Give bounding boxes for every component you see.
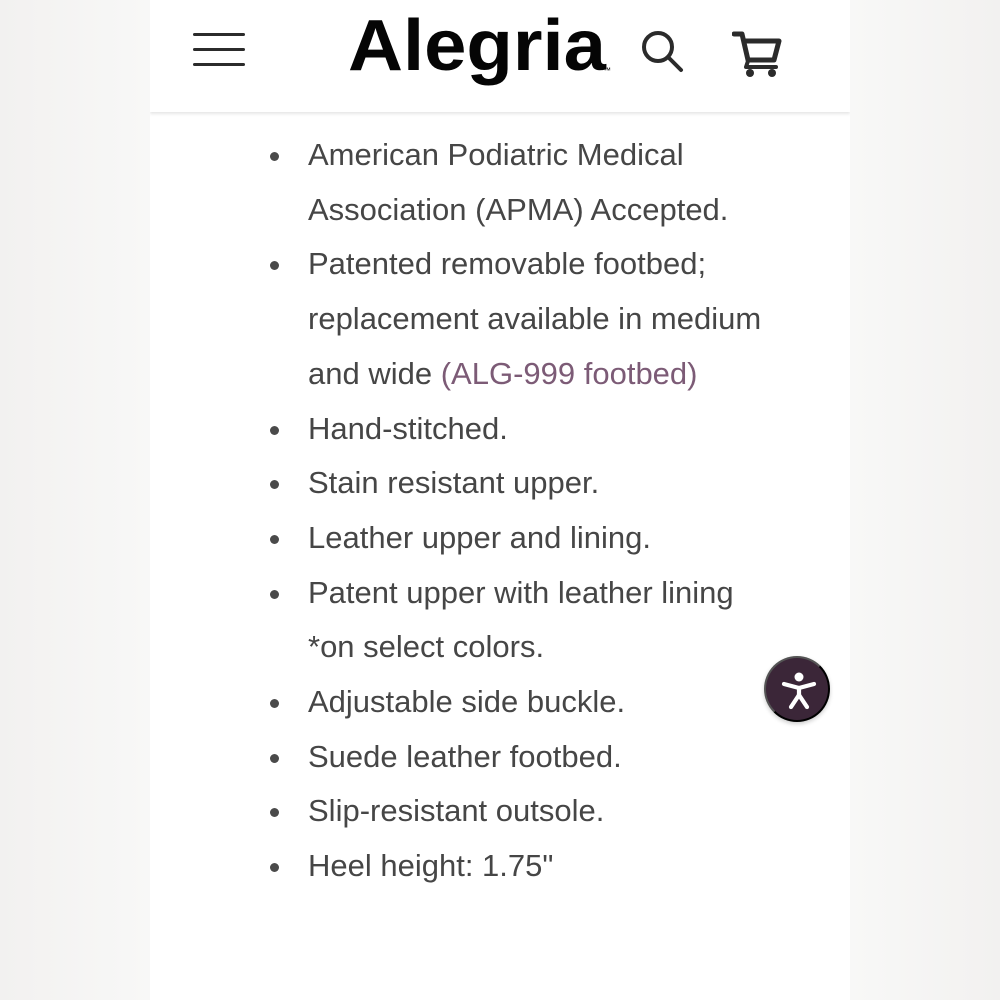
feature-suede-footbed: Suede leather footbed. (308, 730, 778, 785)
product-features-content (150, 128, 850, 894)
product-features-list (150, 128, 778, 894)
svg-text:Alegria: Alegria (348, 6, 608, 86)
feature-hand-stitched: Hand-stitched. (308, 402, 778, 457)
svg-text:™: ™ (603, 66, 611, 75)
feature-patent-upper: Patent upper with leather lining *on select colors. (308, 566, 778, 675)
cart-icon[interactable] (732, 27, 782, 79)
alegria-logo[interactable] (348, 2, 618, 92)
feature-heel-height: Heel height: 1.75" (308, 839, 778, 894)
menu-button[interactable] (193, 31, 247, 71)
mobile-page (150, 0, 850, 1000)
hamburger-menu-icon-line (193, 63, 245, 66)
feature-side-buckle: Adjustable side buckle. (308, 675, 778, 730)
alg-999-footbed-link[interactable]: (ALG-999 footbed) (440, 355, 698, 391)
hamburger-menu-icon-line (193, 48, 245, 51)
feature-apma: American Podiatric Medical Association (APMA) Accepted. (308, 128, 778, 237)
feature-leather-upper: Leather upper and lining. (308, 511, 778, 566)
search-icon[interactable] (638, 28, 686, 76)
feature-removable-footbed: Patented removable footbed; replacement available in medium and wide (ALG-999 footbed) (308, 237, 778, 401)
hamburger-menu-icon (193, 33, 245, 36)
feature-stain-resistant: Stain resistant upper. (308, 456, 778, 511)
feature-slip-resistant: Slip-resistant outsole. (308, 784, 778, 839)
site-header (150, 0, 850, 112)
accessibility-button[interactable] (764, 656, 830, 722)
accessibility-person-icon (779, 671, 819, 711)
